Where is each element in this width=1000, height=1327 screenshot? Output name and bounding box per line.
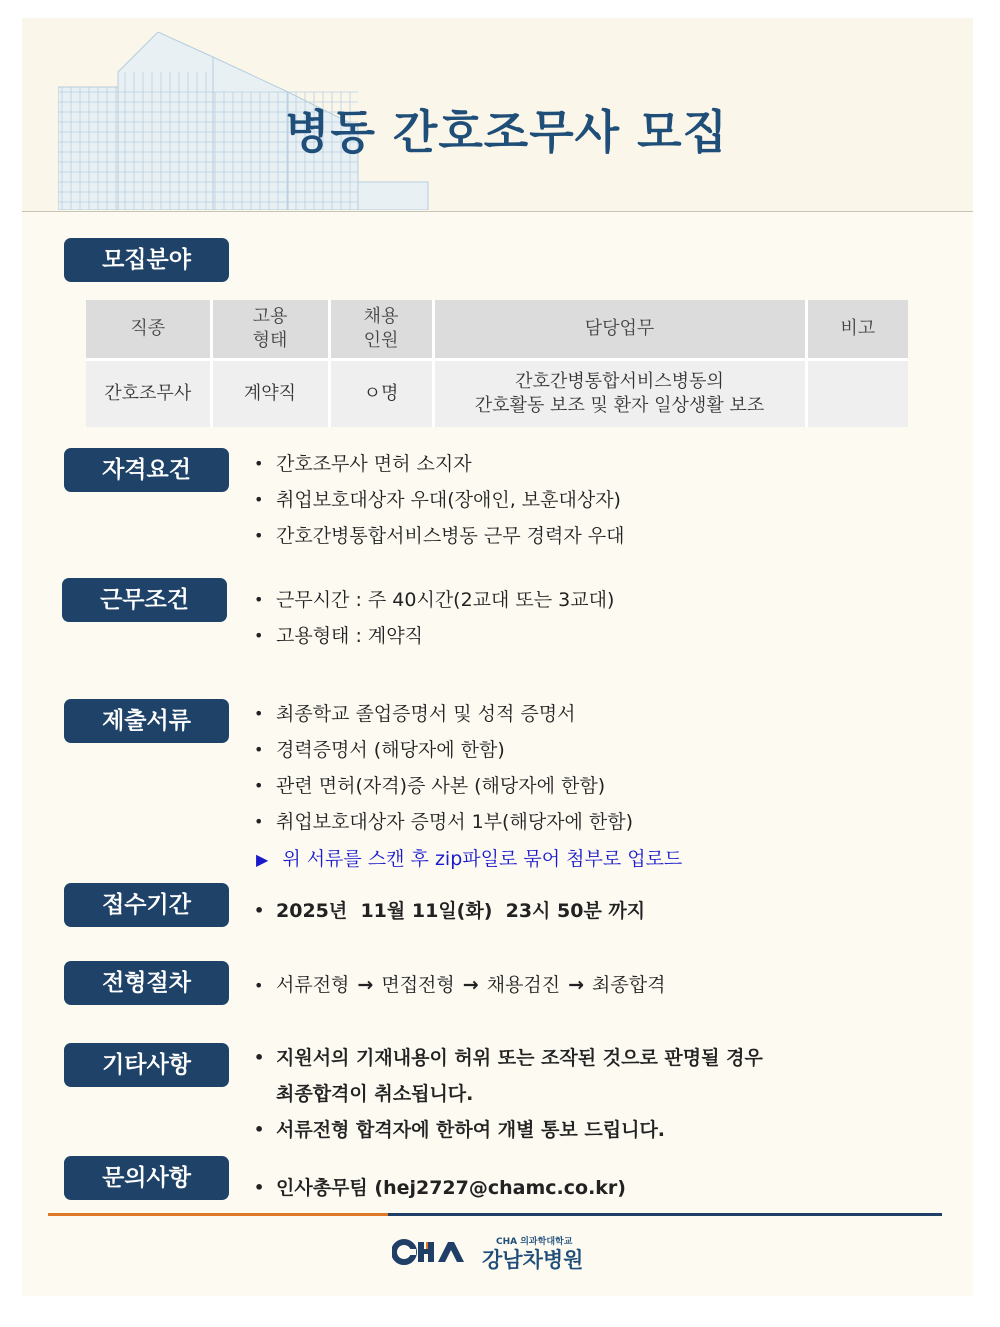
list-item: • 취업보호대상자 우대(장애인, 보훈대상자)	[254, 482, 625, 518]
inquiry-list	[254, 1170, 626, 1206]
cha-logo-icon	[392, 1234, 472, 1270]
table-header-cell: 채용 인원	[329, 300, 433, 360]
list-item: • 최종학교 졸업증명서 및 성적 증명서	[254, 696, 633, 732]
notice-line: • 서류전형 합격자에 한하여 개별 통보 드립니다.	[254, 1112, 763, 1148]
documents-list	[254, 696, 633, 840]
documents-note	[256, 844, 682, 874]
section-label-inquiry: 문의사항	[64, 1156, 229, 1200]
period-list	[254, 893, 645, 929]
arrow-right-icon: →	[568, 974, 585, 996]
play-arrow-icon: ▶	[256, 850, 269, 869]
section-label-conditions: 근무조건	[62, 578, 227, 622]
section-label-documents: 제출서류	[64, 699, 229, 743]
header-job: 직종	[130, 318, 166, 339]
recruit-table	[86, 300, 908, 427]
process-step: 서류전형	[276, 974, 350, 996]
poster	[22, 18, 973, 1296]
other-notice	[254, 1040, 763, 1148]
documents-note-text: 위 서류를 스캔 후 zip파일로 묶어 첨부로 업로드	[282, 848, 683, 870]
logo-subtitle: CHA 의과학대학교	[496, 1237, 573, 1247]
section-label-other: 기타사항	[64, 1043, 229, 1087]
footer-rule-orange	[48, 1213, 388, 1216]
footer-rule-navy	[388, 1213, 942, 1216]
qualifications-list	[254, 446, 625, 554]
table-cell: 간호간병통합서비스병동의 간호활동 보조 및 환자 일상생활 보조	[433, 360, 806, 428]
section-label-process: 전형절차	[64, 961, 229, 1005]
arrow-right-icon: →	[462, 974, 479, 996]
table-cell: 간호조무사	[86, 360, 211, 428]
arrow-right-icon: →	[357, 974, 374, 996]
table-cell	[806, 360, 908, 428]
list-item: • 취업보호대상자 증명서 1부(해당자에 한함)	[254, 804, 633, 840]
table-header-cell: 비고	[806, 300, 908, 360]
process-step: 최종합격	[592, 974, 666, 996]
list-item: • 근무시간 : 주 40시간(2교대 또는 3교대)	[254, 582, 614, 618]
logo-hospital-name: 강남차병원	[482, 1248, 584, 1272]
section-label-qualifications: 자격요건	[64, 448, 229, 492]
list-item: • 간호간병통합서비스병동 근무 경력자 우대	[254, 518, 625, 554]
section-label-period: 접수기간	[64, 883, 229, 927]
notice-line: 최종합격이 취소됩니다.	[276, 1083, 474, 1105]
list-item: • 고용형태 : 계약직	[254, 618, 614, 654]
process-step: 채용검진	[486, 974, 561, 996]
bullet-icon: •	[254, 976, 264, 995]
page-title: 병동 간호조무사 모집	[285, 105, 728, 159]
table-row	[86, 360, 908, 428]
section-label-recruit-field: 모집분야	[64, 238, 229, 282]
list-item: • 간호조무사 면허 소지자	[254, 446, 625, 482]
table-cell: 계약직	[211, 360, 329, 428]
table-header-cell: 담당업무	[433, 300, 806, 360]
table-header-row	[86, 300, 908, 360]
process-flow	[254, 968, 665, 1002]
period-text: • 2025년 11월 11일(화) 23시 50분 까지	[254, 893, 645, 929]
notice-line: • 지원서의 기재내용이 허위 또는 조작된 것으로 판명될 경우	[254, 1040, 763, 1076]
conditions-list	[254, 582, 614, 654]
table-header-cell: 고용 형태	[211, 300, 329, 360]
header-banner	[22, 18, 973, 212]
list-item: • 관련 면허(자격)증 사본 (해당자에 한함)	[254, 768, 633, 804]
list-item: • 경력증명서 (해당자에 한함)	[254, 732, 633, 768]
table-header-cell	[86, 300, 211, 360]
table-cell: ㅇ명	[329, 360, 433, 428]
inquiry-contact: • 인사총무팀 (hej2727@chamc.co.kr)	[254, 1170, 626, 1206]
process-step: 면접전형	[381, 974, 455, 996]
